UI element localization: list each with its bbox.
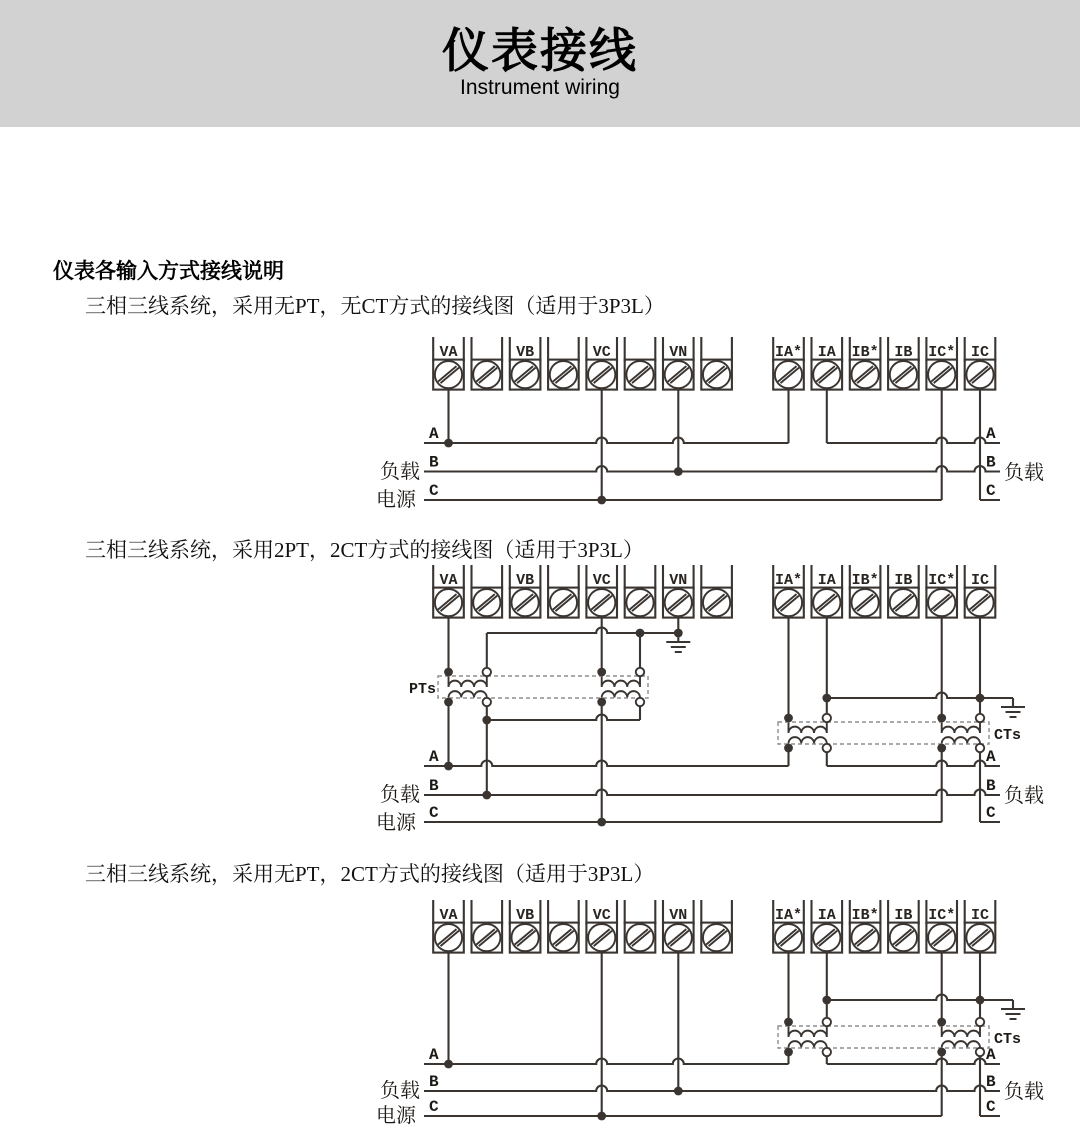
- diagram-text-label: CTs: [994, 1031, 1022, 1048]
- transformer-group-box: [778, 1026, 989, 1048]
- transformer-winding: [789, 737, 827, 743]
- transformer-winding: [602, 677, 640, 688]
- transformer-winding: [942, 737, 980, 743]
- transformer-winding: [602, 691, 640, 697]
- page-title: 仪表接线: [442, 24, 638, 77]
- terminal-label-IA: IA: [817, 344, 836, 361]
- ground-icon: [1001, 698, 1025, 717]
- junction-dot: [444, 762, 453, 771]
- open-terminal-dot: [636, 698, 644, 706]
- terminal-label-VN: VN: [669, 344, 688, 361]
- junction-dot: [822, 996, 831, 1005]
- diagram-1-graphic: [376, 337, 1044, 511]
- page-subtitle: Instrument wiring: [460, 76, 620, 99]
- terminal-label-VB: VB: [516, 344, 535, 361]
- junction-dot: [444, 698, 453, 707]
- junction-dot: [597, 668, 606, 677]
- diagram-text-label: B: [986, 1073, 996, 1091]
- terminal-label-VA: VA: [439, 344, 458, 361]
- transformer-winding: [449, 677, 487, 688]
- junction-dot: [444, 1060, 453, 1069]
- terminal-label-IBs: IB*: [851, 572, 879, 589]
- diagram-text-label: B: [986, 453, 996, 472]
- terminal-label-IB: IB: [894, 344, 913, 361]
- junction-dot: [822, 694, 831, 703]
- diagram-text-label: 负载: [1004, 1081, 1044, 1103]
- terminal-label-IBs: IB*: [851, 907, 879, 924]
- junction-dot: [444, 439, 453, 448]
- terminal-label-VB: VB: [516, 907, 535, 924]
- transformer-winding: [789, 723, 827, 734]
- diagram-text-label: C: [986, 482, 996, 500]
- terminal-label-VC: VC: [592, 907, 611, 924]
- ground-icon: [1001, 1000, 1025, 1019]
- transformer-winding: [789, 1027, 827, 1038]
- open-terminal-dot: [483, 668, 491, 676]
- junction-dot: [976, 694, 985, 703]
- diagram-text-label: C: [986, 1098, 996, 1116]
- diagram-text-label: C: [986, 804, 996, 822]
- transformer-winding: [789, 1041, 827, 1047]
- open-terminal-dot: [636, 668, 644, 676]
- transformer-group-box: [778, 722, 989, 744]
- terminal-label-ICs: IC*: [928, 572, 956, 589]
- junction-dot: [597, 496, 606, 505]
- diagram-text-label: B: [429, 453, 439, 472]
- diagram-text-label: B: [429, 1073, 439, 1091]
- terminal-label-IC: IC: [970, 572, 990, 589]
- transformer-winding: [942, 1027, 980, 1038]
- junction-dot: [444, 668, 453, 677]
- diagram-3-caption: 三相三线系统，采用无PT，2CT方式的接线图（适用于3P3L）: [85, 862, 655, 886]
- junction-dot: [937, 714, 946, 723]
- junction-dot: [674, 1087, 683, 1096]
- junction-dot: [674, 467, 683, 476]
- transformer-winding: [942, 1041, 980, 1047]
- terminal-label-VN: VN: [669, 907, 688, 924]
- diagram-text-label: 电源: [376, 1105, 416, 1124]
- diagram-text-label: 负载: [1004, 462, 1044, 484]
- terminal-label-IAs: IA*: [774, 344, 803, 361]
- diagram-text-label: C: [429, 482, 439, 500]
- open-terminal-dot: [823, 714, 831, 722]
- transformer-winding: [449, 691, 487, 697]
- junction-dot: [937, 744, 946, 753]
- diagram-text-label: A: [986, 748, 996, 766]
- junction-dot: [597, 818, 606, 827]
- diagram-text-label: 负载: [380, 461, 420, 483]
- junction-dot: [937, 1048, 946, 1057]
- diagram-text-label: C: [429, 804, 439, 822]
- open-terminal-dot: [823, 1048, 831, 1056]
- terminal-label-IC: IC: [970, 344, 990, 361]
- diagram-text-label: C: [429, 1098, 439, 1116]
- terminal-label-ICs: IC*: [928, 907, 956, 924]
- diagram-text-label: 负载: [380, 1080, 420, 1102]
- terminal-label-IAs: IA*: [774, 907, 803, 924]
- diagram-text-label: A: [429, 1046, 439, 1064]
- junction-dot: [482, 791, 491, 800]
- diagram-text-label: 电源: [376, 489, 416, 511]
- junction-dot: [482, 716, 491, 725]
- diagram-1-caption: 三相三线系统，采用无PT，无CT方式的接线图（适用于3P3L）: [85, 294, 665, 318]
- junction-dot: [597, 1112, 606, 1121]
- diagram-2-caption: 三相三线系统，采用2PT，2CT方式的接线图（适用于3P3L）: [85, 538, 644, 562]
- open-terminal-dot: [976, 744, 984, 752]
- diagram-text-label: A: [429, 425, 439, 443]
- junction-dot: [784, 714, 793, 723]
- terminal-label-IC: IC: [970, 907, 990, 924]
- diagram-text-label: B: [429, 777, 439, 795]
- diagram-text-label: A: [429, 748, 439, 766]
- diagram-text-label: A: [986, 1046, 996, 1064]
- diagram-text-label: PTs: [408, 681, 436, 698]
- section-heading: 仪表各输入方式接线说明: [53, 260, 284, 283]
- diagram-text-label: A: [986, 425, 996, 443]
- junction-dot: [784, 744, 793, 753]
- open-terminal-dot: [823, 744, 831, 752]
- terminal-label-IB: IB: [894, 907, 913, 924]
- open-terminal-dot: [976, 714, 984, 722]
- junction-dot: [937, 1018, 946, 1027]
- open-terminal-dot: [483, 698, 491, 706]
- junction-dot: [636, 629, 645, 638]
- diagram-text-label: 负载: [380, 784, 420, 806]
- open-terminal-dot: [976, 1018, 984, 1026]
- open-terminal-dot: [823, 1018, 831, 1026]
- terminal-label-VA: VA: [439, 572, 458, 589]
- terminal-label-VA: VA: [439, 907, 458, 924]
- terminal-label-IA: IA: [817, 907, 836, 924]
- diagram-2-graphic: [376, 565, 1044, 834]
- junction-dot: [976, 996, 985, 1005]
- junction-dot: [597, 698, 606, 707]
- terminal-label-VN: VN: [669, 572, 688, 589]
- open-terminal-dot: [976, 1048, 984, 1056]
- diagram-text-label: 电源: [376, 812, 416, 834]
- transformer-group-box: [438, 676, 648, 698]
- terminal-label-IBs: IB*: [851, 344, 879, 361]
- junction-dot: [784, 1018, 793, 1027]
- diagram-text-label: 负载: [1004, 785, 1044, 807]
- terminal-label-VC: VC: [592, 572, 611, 589]
- terminal-label-IB: IB: [894, 572, 913, 589]
- terminal-label-VB: VB: [516, 572, 535, 589]
- terminal-label-IAs: IA*: [774, 572, 803, 589]
- junction-dot: [674, 629, 683, 638]
- transformer-winding: [942, 723, 980, 734]
- terminal-label-ICs: IC*: [928, 344, 956, 361]
- junction-dot: [784, 1048, 793, 1057]
- diagram-text-label: CTs: [994, 727, 1022, 744]
- diagram-text-label: B: [986, 777, 996, 795]
- terminal-label-VC: VC: [592, 344, 611, 361]
- diagram-3-graphic: [376, 900, 1044, 1124]
- terminal-label-IA: IA: [817, 572, 836, 589]
